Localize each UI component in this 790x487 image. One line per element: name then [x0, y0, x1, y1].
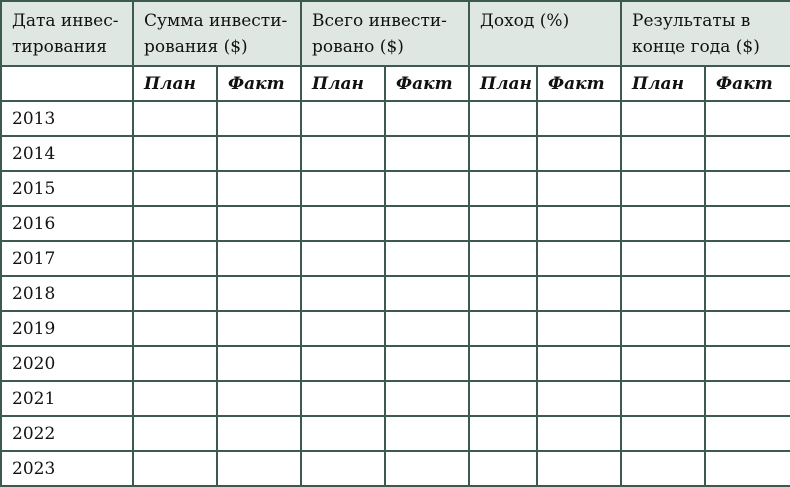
- table-row: [1, 311, 790, 346]
- result-plan-cell[interactable]: [621, 206, 705, 241]
- income-fact-cell[interactable]: [537, 171, 621, 206]
- table-row: [1, 381, 790, 416]
- result-fact-cell[interactable]: [705, 136, 790, 171]
- result-plan-cell[interactable]: [621, 101, 705, 136]
- amount-plan-cell[interactable]: [133, 241, 217, 276]
- year-cell: 2019: [1, 311, 133, 346]
- total-fact-cell[interactable]: [385, 101, 469, 136]
- table-row: [1, 451, 790, 486]
- table-row: [1, 416, 790, 451]
- result-fact-cell[interactable]: [705, 241, 790, 276]
- year-cell: 2020: [1, 346, 133, 381]
- subheader-fact: Факт: [385, 66, 469, 101]
- income-plan-cell[interactable]: [469, 276, 537, 311]
- amount-fact-cell[interactable]: [217, 241, 301, 276]
- total-plan-cell[interactable]: [301, 171, 385, 206]
- amount-plan-cell[interactable]: [133, 101, 217, 136]
- result-fact-cell[interactable]: [705, 346, 790, 381]
- result-plan-cell[interactable]: [621, 451, 705, 486]
- total-fact-cell[interactable]: [385, 451, 469, 486]
- income-plan-cell[interactable]: [469, 381, 537, 416]
- amount-fact-cell[interactable]: [217, 416, 301, 451]
- subheader-fact: Факт: [537, 66, 621, 101]
- income-plan-cell[interactable]: [469, 241, 537, 276]
- header-investment-amount-label: Сумма инвести-рования ($): [144, 11, 288, 57]
- total-fact-cell[interactable]: [385, 171, 469, 206]
- subheader-fact: Факт: [217, 66, 301, 101]
- total-plan-cell[interactable]: [301, 136, 385, 171]
- header-investment-date-label: Дата инвес-тирования: [12, 11, 119, 57]
- year-cell: 2017: [1, 241, 133, 276]
- result-fact-cell[interactable]: [705, 416, 790, 451]
- result-fact-cell[interactable]: [705, 311, 790, 346]
- income-fact-cell[interactable]: [537, 451, 621, 486]
- amount-plan-cell[interactable]: [133, 311, 217, 346]
- amount-plan-cell[interactable]: [133, 206, 217, 241]
- total-plan-cell[interactable]: [301, 311, 385, 346]
- table-row: [1, 136, 790, 171]
- total-plan-cell[interactable]: [301, 276, 385, 311]
- amount-plan-cell[interactable]: [133, 451, 217, 486]
- amount-plan-cell[interactable]: [133, 346, 217, 381]
- subheader-plan: План: [301, 66, 385, 101]
- income-plan-cell[interactable]: [469, 171, 537, 206]
- income-fact-cell[interactable]: [537, 346, 621, 381]
- income-fact-cell[interactable]: [537, 206, 621, 241]
- result-plan-cell[interactable]: [621, 416, 705, 451]
- total-plan-cell[interactable]: [301, 206, 385, 241]
- header-income-label: Доход (%): [480, 11, 570, 31]
- header-year-end-result: [621, 1, 790, 66]
- income-plan-cell[interactable]: [469, 346, 537, 381]
- amount-fact-cell[interactable]: [217, 381, 301, 416]
- header-year-end-result-label: Результаты в конце года ($): [632, 11, 760, 57]
- header-investment-amount: [133, 1, 301, 66]
- result-plan-cell[interactable]: [621, 346, 705, 381]
- total-fact-cell[interactable]: [385, 416, 469, 451]
- result-fact-cell[interactable]: [705, 381, 790, 416]
- year-cell: 2018: [1, 276, 133, 311]
- result-plan-cell[interactable]: [621, 241, 705, 276]
- total-fact-cell[interactable]: [385, 381, 469, 416]
- amount-fact-cell[interactable]: [217, 276, 301, 311]
- amount-fact-cell[interactable]: [217, 346, 301, 381]
- amount-plan-cell[interactable]: [133, 276, 217, 311]
- year-cell: 2023: [1, 451, 133, 486]
- total-fact-cell[interactable]: [385, 276, 469, 311]
- result-fact-cell[interactable]: [705, 206, 790, 241]
- header-total-invested-label: Всего инвести-ровано ($): [312, 11, 447, 57]
- income-plan-cell[interactable]: [469, 416, 537, 451]
- amount-fact-cell[interactable]: [217, 206, 301, 241]
- total-fact-cell[interactable]: [385, 311, 469, 346]
- total-fact-cell[interactable]: [385, 241, 469, 276]
- total-plan-cell[interactable]: [301, 451, 385, 486]
- amount-fact-cell[interactable]: [217, 171, 301, 206]
- income-plan-cell[interactable]: [469, 136, 537, 171]
- table-row: [1, 101, 790, 136]
- income-fact-cell[interactable]: [537, 101, 621, 136]
- amount-plan-cell[interactable]: [133, 416, 217, 451]
- year-cell: 2015: [1, 171, 133, 206]
- year-cell: 2021: [1, 381, 133, 416]
- subheader-plan: План: [133, 66, 217, 101]
- income-fact-cell[interactable]: [537, 381, 621, 416]
- amount-fact-cell[interactable]: [217, 101, 301, 136]
- header-investment-date: [1, 1, 133, 66]
- result-plan-cell[interactable]: [621, 311, 705, 346]
- amount-fact-cell[interactable]: [217, 451, 301, 486]
- amount-plan-cell[interactable]: [133, 381, 217, 416]
- total-fact-cell[interactable]: [385, 206, 469, 241]
- income-fact-cell[interactable]: [537, 276, 621, 311]
- result-plan-cell[interactable]: [621, 381, 705, 416]
- header-income: [469, 1, 621, 66]
- total-plan-cell[interactable]: [301, 381, 385, 416]
- result-plan-cell[interactable]: [621, 171, 705, 206]
- income-fact-cell[interactable]: [537, 416, 621, 451]
- result-fact-cell[interactable]: [705, 451, 790, 486]
- subheader-plan: План: [469, 66, 537, 101]
- income-plan-cell[interactable]: [469, 206, 537, 241]
- year-cell: 2022: [1, 416, 133, 451]
- total-fact-cell[interactable]: [385, 136, 469, 171]
- subheader-fact: Факт: [705, 66, 790, 101]
- year-cell: 2016: [1, 206, 133, 241]
- total-fact-cell[interactable]: [385, 346, 469, 381]
- total-plan-cell[interactable]: [301, 101, 385, 136]
- income-plan-cell[interactable]: [469, 451, 537, 486]
- amount-fact-cell[interactable]: [217, 311, 301, 346]
- result-plan-cell[interactable]: [621, 136, 705, 171]
- result-fact-cell[interactable]: [705, 101, 790, 136]
- income-plan-cell[interactable]: [469, 101, 537, 136]
- result-fact-cell[interactable]: [705, 276, 790, 311]
- header-total-invested: [301, 1, 469, 66]
- total-plan-cell[interactable]: [301, 346, 385, 381]
- subheader-plan: План: [621, 66, 705, 101]
- amount-plan-cell[interactable]: [133, 171, 217, 206]
- income-fact-cell[interactable]: [537, 241, 621, 276]
- result-plan-cell[interactable]: [621, 276, 705, 311]
- table-row: [1, 276, 790, 311]
- income-fact-cell[interactable]: [537, 136, 621, 171]
- table-row: [1, 171, 790, 206]
- plan-fact-subheader-row: [1, 66, 790, 101]
- table-row: [1, 206, 790, 241]
- subheader-blank-cell: [1, 66, 133, 101]
- income-plan-cell[interactable]: [469, 311, 537, 346]
- income-fact-cell[interactable]: [537, 311, 621, 346]
- year-cell: 2014: [1, 136, 133, 171]
- result-fact-cell[interactable]: [705, 171, 790, 206]
- table-row: [1, 346, 790, 381]
- total-plan-cell[interactable]: [301, 416, 385, 451]
- table-row: [1, 241, 790, 276]
- amount-fact-cell[interactable]: [217, 136, 301, 171]
- year-cell: 2013: [1, 101, 133, 136]
- total-plan-cell[interactable]: [301, 241, 385, 276]
- amount-plan-cell[interactable]: [133, 136, 217, 171]
- table-header-row: [1, 1, 790, 66]
